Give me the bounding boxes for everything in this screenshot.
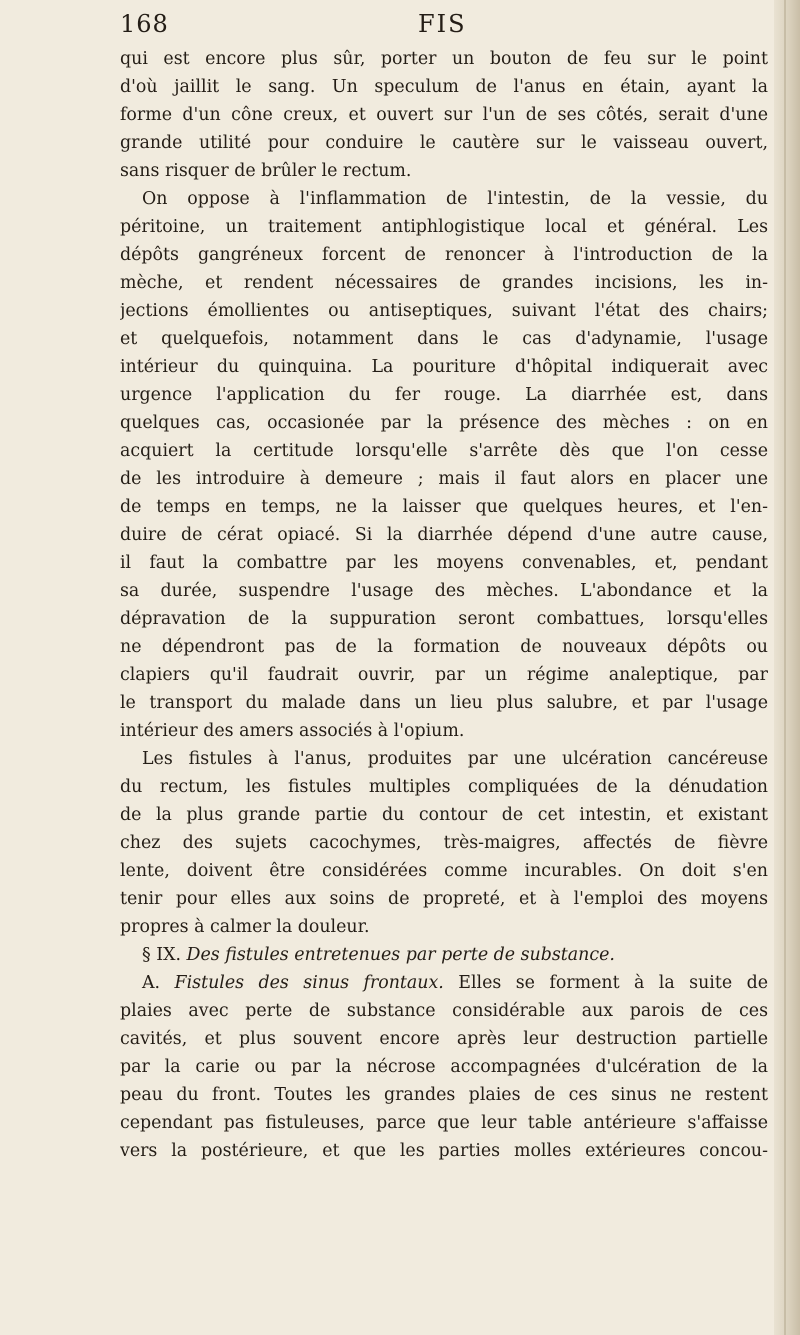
text-line: sans risquer de brûler le rectum. [120, 161, 412, 181]
text-line: plaies avec perte de substance considérable aux parois de ces [120, 1001, 768, 1021]
text-line: quelques cas, occasionée par la présence des mèches : on en [120, 413, 768, 433]
subsection-title: Fistules des sinus frontaux. [174, 973, 444, 993]
text-line: intérieur du quinquina. La pouriture d'hôpital indiquerait avec [120, 357, 768, 377]
text-line: par la carie ou par la nécrose accompagnées d'ulcération de la [120, 1057, 768, 1077]
text-line: cavités, et plus souvent encore après leur destruction partielle [120, 1029, 768, 1049]
text-line: chez des sujets cacochymes, très-maigres, affectés de fièvre [120, 833, 768, 853]
running-title: FIS [418, 10, 467, 38]
text-line: de la plus grande partie du contour de cet intestin, et existant [120, 805, 768, 825]
text-line: de les introduire à demeure ; mais il faut alors en placer une [120, 469, 768, 489]
text-line: il faut la combattre par les moyens convenables, et, pendant [120, 553, 768, 573]
body-text [120, 45, 768, 1165]
text-line: dépôts gangréneux forcent de renoncer à l'introduction de la [120, 245, 768, 265]
page-edge-shadow [774, 0, 800, 1335]
text-line: cependant pas fistuleuses, parce que leur table antérieure s'affaisse [120, 1113, 768, 1133]
text-line: propres à calmer la douleur. [120, 917, 370, 937]
text-line: grande utilité pour conduire le cautère sur le vaisseau ouvert, [120, 133, 768, 153]
page-edge-line [784, 0, 786, 1335]
text-line: duire de cérat opiacé. Si la diarrhée dépend d'une autre cause, [120, 525, 768, 545]
text-line: d'où jaillit le sang. Un speculum de l'anus en étain, ayant la [120, 77, 768, 97]
text-line: vers la postérieure, et que les parties molles extérieures concou- [120, 1141, 768, 1161]
text-line: qui est encore plus sûr, porter un bouton de feu sur le point [120, 49, 768, 69]
subsection-line-rest: Elles se forment à la suite de [458, 973, 768, 993]
text-line: acquiert la certitude lorsqu'elle s'arrête dès que l'on cesse [120, 441, 768, 461]
text-line: péritoine, un traitement antiphlogistique local et général. Les [120, 217, 768, 237]
text-line: peau du front. Toutes les grandes plaies de ces sinus ne restent [120, 1085, 768, 1105]
section-heading [120, 941, 768, 969]
text-line: On oppose à l'inflammation de l'intestin, de la vessie, du [142, 189, 768, 209]
text-line: forme d'un cône creux, et ouvert sur l'un de ses côtés, serait d'une [120, 105, 768, 125]
text-line: le transport du malade dans un lieu plus salubre, et par l'usage [120, 693, 768, 713]
page-number: 168 [120, 10, 169, 38]
section-heading-prefix: § IX. [142, 945, 182, 965]
text-line: sa durée, suspendre l'usage des mèches. L'abondance et la [120, 581, 768, 601]
section-heading-title: Des fistules entretenues par perte de substance. [186, 945, 615, 965]
text-line: dépravation de la suppuration seront combattues, lorsqu'elles [120, 609, 768, 629]
text-line: de temps en temps, ne la laisser que quelques heures, et l'en- [120, 497, 768, 517]
text-line: lente, doivent être considérées comme incurables. On doit s'en [120, 861, 768, 881]
text-line: du rectum, les fistules multiples compliquées de la dénudation [120, 777, 768, 797]
text-line: urgence l'application du fer rouge. La diarrhée est, dans [120, 385, 768, 405]
text-line: ne dépendront pas de la formation de nouveaux dépôts ou [120, 637, 768, 657]
page-header [120, 10, 770, 50]
text-line: clapiers qu'il faudrait ouvrir, par un régime analeptique, par [120, 665, 768, 685]
text-line: intérieur des amers associés à l'opium. [120, 721, 465, 741]
text-line: mèche, et rendent nécessaires de grandes incisions, les in- [120, 273, 768, 293]
text-line: tenir pour elles aux soins de propreté, et à l'emploi des moyens [120, 889, 768, 909]
text-line: jections émollientes ou antiseptiques, suivant l'état des chairs; [120, 301, 768, 321]
subsection-line [120, 969, 768, 997]
text-line: Les fistules à l'anus, produites par une ulcération cancéreuse [142, 749, 768, 769]
text-line: et quelquefois, notamment dans le cas d'adynamie, l'usage [120, 329, 768, 349]
subsection-prefix: A. [142, 973, 161, 993]
